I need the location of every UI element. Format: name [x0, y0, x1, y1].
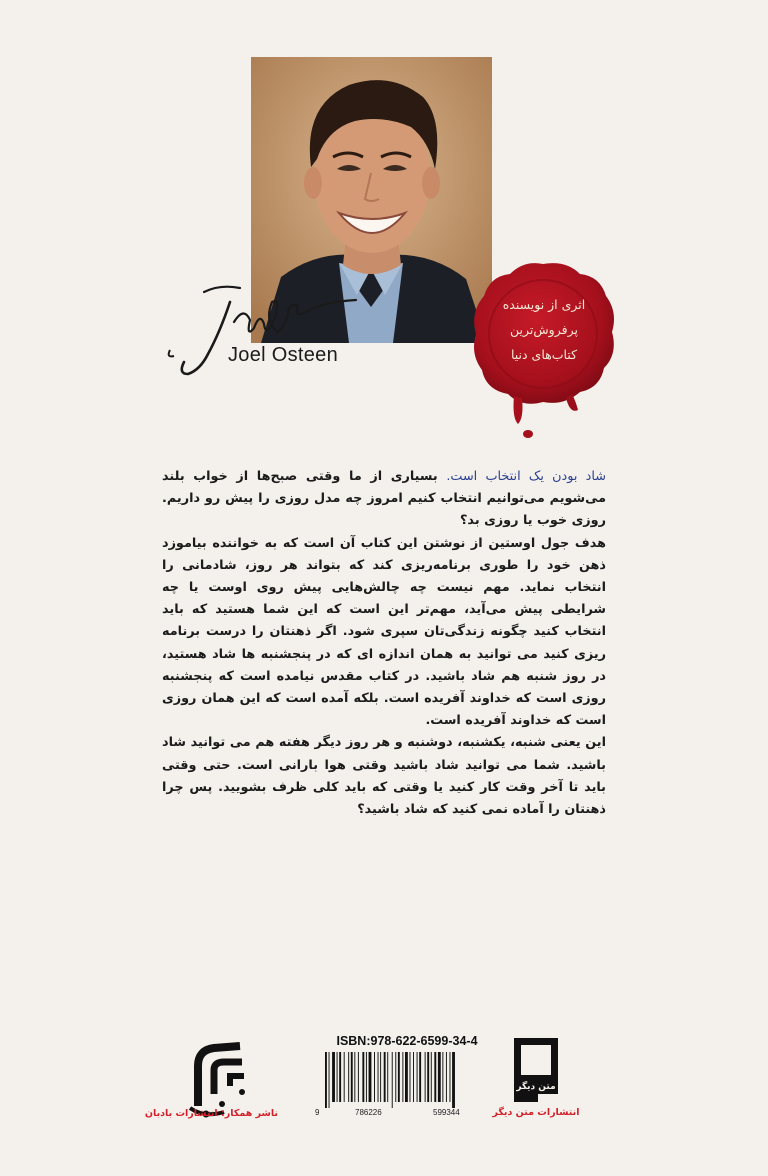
barcode-bar — [332, 1052, 335, 1102]
badban-logo — [184, 1036, 254, 1118]
barcode-bar — [369, 1052, 372, 1102]
barcode-bar — [337, 1052, 338, 1102]
seal-text — [492, 292, 596, 367]
barcode-bar — [339, 1052, 341, 1102]
barcode-bar — [417, 1052, 418, 1102]
barcode-bar — [380, 1052, 381, 1102]
barcode-bar — [378, 1052, 379, 1102]
barcode-bar — [387, 1052, 388, 1102]
barcode-bar — [427, 1052, 429, 1102]
seal-line-3: کتاب‌های دنیا — [510, 347, 578, 362]
blurb-p1-rest: بسیاری از ما وقتی صبح‌ها از خواب بلند می‌شویم می‌توانیم انتخاب کنیم امروز چه مدل روزی را پیش رو داریم. روزی خوب یا روزی بد؟ — [162, 469, 606, 529]
barcode-bar — [362, 1052, 364, 1102]
barcode-bar — [446, 1052, 447, 1102]
author-signature — [160, 262, 360, 392]
barcode-bar — [452, 1052, 455, 1108]
publisher-label: انتشارات متن دیگر — [492, 1107, 580, 1118]
barcode-bar — [374, 1052, 375, 1102]
isbn-barcode — [315, 1034, 499, 1126]
barcode-digits-right: 599344 — [433, 1108, 460, 1117]
barcode-digits-left: 786226 — [355, 1108, 382, 1117]
barcode-bar — [425, 1052, 426, 1102]
cooperating-publisher-label: ناشر همکار: انتشارات بادبان — [144, 1108, 278, 1119]
barcode-bar — [329, 1052, 330, 1108]
barcode-digit-first: 9 — [315, 1108, 320, 1117]
barcode-bar — [354, 1052, 355, 1102]
barcode-bar — [434, 1052, 436, 1102]
barcode-bar — [366, 1052, 367, 1102]
back-cover-blurb — [162, 466, 606, 821]
barcode-bar — [450, 1052, 451, 1102]
barcode-bar — [395, 1052, 396, 1102]
blurb-paragraph-3: این یعنی شنبه، یکشنبه، دوشنبه و هر روز دیگر هفته هم می توانید شاد باشید. شما می توانید شاد باشید وقتی هوا بارانی است. حتی وقتی باید تا آخر وقت کار کنید یا وقتی که باید کلی ظرف بشویید. پس چرا ذهنتان را آماده نمی کنید که شاد باشید؟ — [162, 735, 606, 818]
blurb-lead: شاد بودن یک انتخاب است. — [446, 469, 606, 484]
author-name: Joel Osteen — [228, 344, 339, 366]
barcode-bar — [384, 1052, 386, 1102]
barcode-bar — [419, 1052, 421, 1102]
barcode-bar — [405, 1052, 408, 1102]
barcode-bar — [410, 1052, 411, 1102]
blurb-paragraph-2: هدف جول اوستین از نوشتن این کتاب آن است که به خواننده بیاموزد ذهن خود را طوری برنامه‌ریزی کند که بتواند هر روز، شادمانی را انتخاب نماید. مهم نیست چه چالش‌هایی پیش روی اوست یا چه شرایطی پیش می‌آید، مهم‌تر این است که این شما هستید که باید انتخاب کنید چگونه زندگی‌تان سپری شود. اگر ذهنتان را درست برنامه ریزی کنید می توانید به همان اندازه ای که در پنجشنبه ها شاد هستید، در روز شنبه هم شاد باشید. در کتاب مقدس نیامده است که پنجشنبه روزی است که خداوند آفریده است. بلکه آمده است که این همان روزی است که خداوند آفریده است. — [162, 535, 606, 729]
barcode-digits — [315, 1108, 499, 1122]
barcode-bar — [413, 1052, 414, 1102]
barcode-bar — [442, 1052, 443, 1102]
seal-line-2: پرفروش‌ترین — [510, 322, 578, 337]
barcode-bar — [431, 1052, 432, 1102]
barcode-bars — [321, 1052, 493, 1108]
barcode-bar — [325, 1052, 327, 1108]
barcode-bar — [438, 1052, 441, 1102]
isbn-label: ISBN:978-622-6599-34-4 — [336, 1034, 478, 1048]
seal-line-1: اثری از نویسنده — [502, 297, 586, 312]
barcode-bar — [398, 1052, 400, 1102]
barcode-bar — [392, 1052, 393, 1108]
barcode-bar — [402, 1052, 403, 1102]
matn-digar-logo-text: متن دیگر — [516, 1082, 556, 1092]
barcode-bar — [358, 1052, 359, 1102]
barcode-bar — [348, 1052, 349, 1102]
barcode-bar — [344, 1052, 345, 1102]
barcode-bar — [351, 1052, 353, 1102]
blurb-paragraph-1 — [162, 466, 606, 533]
matn-digar-logo — [510, 1034, 562, 1106]
